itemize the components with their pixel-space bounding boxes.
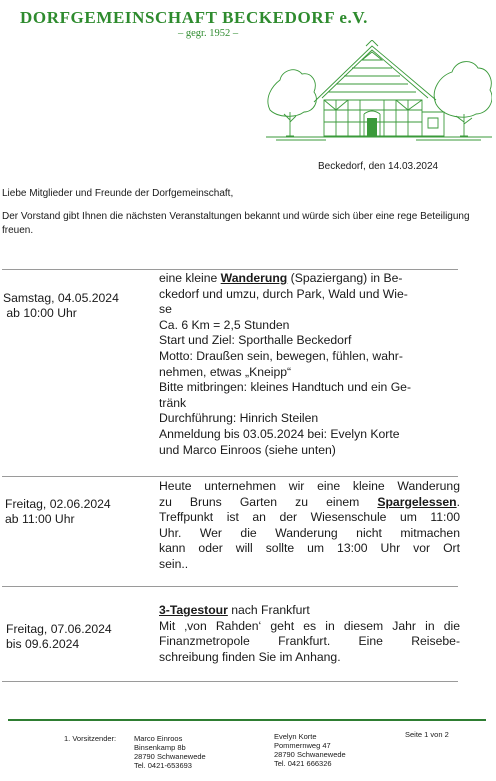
footer-role: 1. Vorsitzender:: [64, 734, 117, 743]
event-line: Mit ‚von Rahden‘ geht es in diesem Jahr in die: [159, 618, 460, 633]
event-line: [159, 271, 460, 287]
line-pre: zu Bruns Garten zu einem: [159, 494, 378, 509]
footer-rule: [8, 719, 486, 721]
footer-contact-chair: [134, 734, 206, 770]
table-rule: [2, 476, 458, 477]
event-date: [6, 622, 112, 652]
intro-paragraph: Der Vorstand gibt Ihnen die nächsten Veranstaltungen bekannt und würde sich über eine rege Beteiligung freuen.: [2, 211, 470, 236]
event-line: [159, 495, 460, 511]
event-highlight: Wanderung: [220, 271, 288, 285]
event-date: [5, 497, 111, 527]
founded-line: – gegr. 1952 –: [178, 28, 239, 39]
event-line: Start und Ziel: Sporthalle Beckedorf: [159, 333, 352, 348]
event-line: Durchführung: Hinrich Steilen: [159, 411, 319, 426]
event-line: ckedorf und umzu, durch Park, Wald und Wie-: [159, 286, 408, 301]
event-highlight: 3-Tagestour: [159, 603, 228, 617]
event-date-day: Freitag, 07.06.2024: [6, 622, 112, 636]
event-date: [3, 291, 119, 321]
contact-name: Evelyn Korte: [274, 732, 317, 741]
event-line: Anmeldung bis 03.05.2024 bei: Evelyn Korte: [159, 426, 400, 441]
event-line: schreibung finden Sie im Anhang.: [159, 649, 341, 664]
event-line: Uhr. Wer die Wanderung nicht mitmachen: [159, 525, 460, 540]
farmhouse-logo: [266, 40, 492, 146]
event-line: Bitte mitbringen: kleines Handtuch und ein Ge-: [159, 380, 412, 395]
event-description: [159, 271, 460, 458]
event-date-time: ab 10:00 Uhr: [3, 306, 77, 320]
event-date-day: Freitag, 02.06.2024: [5, 497, 111, 511]
contact-name: Marco Einroos: [134, 734, 183, 743]
event-line: sein..: [159, 556, 189, 571]
event-line: kann oder will sollte um 13:00 Uhr vor Ort: [159, 541, 460, 556]
event-line: [159, 603, 460, 619]
event-line: Ca. 6 Km = 2,5 Stunden: [159, 317, 290, 332]
contact-street: Binsenkamp 8b: [134, 743, 186, 752]
page-number: Seite 1 von 2: [405, 730, 449, 739]
event-date-time: bis 09.6.2024: [6, 637, 80, 651]
greeting: Liebe Mitglieder und Freunde der Dorfgemeinschaft,: [2, 188, 234, 199]
event-line: nehmen, etwas „Kneipp“: [159, 364, 292, 379]
footer-contact-second: [274, 732, 346, 768]
table-rule-bottom: [2, 681, 458, 682]
line-pre: eine kleine: [159, 271, 221, 285]
contact-city: 28790 Schwanewede: [274, 750, 346, 759]
contact-phone: Tel. 0421 666326: [274, 759, 332, 768]
event-line: tränk: [159, 395, 187, 410]
line-post: .: [456, 494, 460, 509]
line-post: nach Frankfurt: [227, 603, 310, 617]
event-line: Motto: Draußen sein, bewegen, fühlen, wahr-: [159, 348, 403, 363]
event-line: und Marco Einroos (siehe unten): [159, 442, 336, 457]
contact-city: 28790 Schwanewede: [134, 752, 206, 761]
event-line: Finanzmetropole Frankfurt. Eine Reisebe-: [159, 634, 460, 649]
table-rule: [2, 586, 458, 587]
event-description: [159, 603, 460, 665]
contact-phone: Tel. 0421-653693: [134, 761, 192, 770]
event-date-day: Samstag, 04.05.2024: [3, 291, 119, 305]
table-rule-top: [2, 269, 458, 270]
event-line: Heute unternehmen wir eine kleine Wanderung: [159, 479, 460, 493]
event-line: Treffpunkt ist an der Wiesenschule um 11:00: [159, 510, 460, 525]
event-highlight: Spargelessen: [377, 494, 457, 509]
contact-street: Pommernweg 47: [274, 741, 331, 750]
org-name: DORFGEMEINSCHAFT BECKEDORF e.V.: [20, 8, 368, 27]
event-date-time: ab 11:00 Uhr: [5, 512, 75, 526]
place-date: Beckedorf, den 14.03.2024: [318, 161, 439, 172]
line-post: (Spaziergang) in Be-: [287, 271, 403, 285]
event-description: [159, 479, 460, 573]
event-line: se: [159, 302, 172, 317]
